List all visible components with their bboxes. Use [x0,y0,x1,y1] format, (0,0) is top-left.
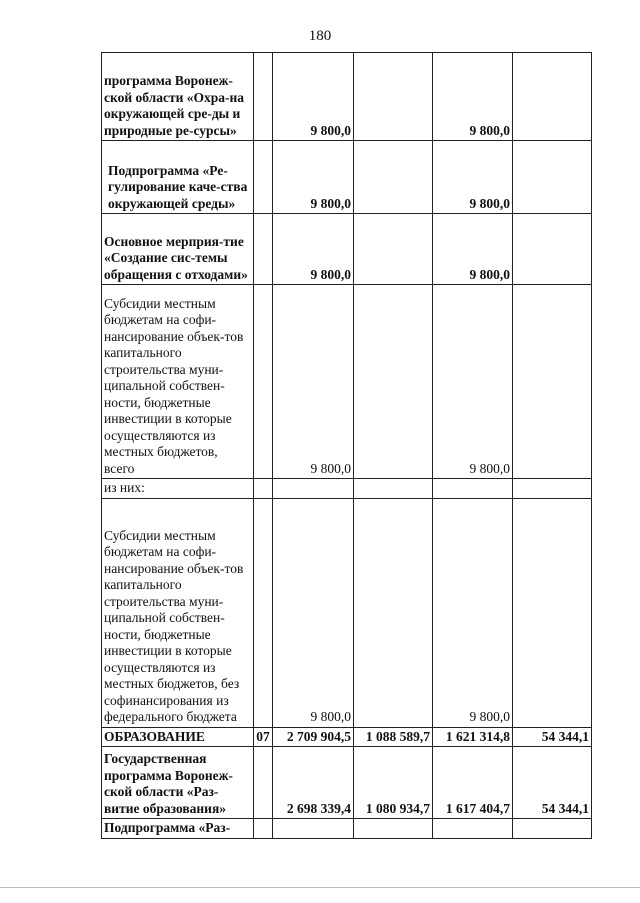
other-cell: 54 344,1 [513,747,592,819]
section-code-cell [254,498,273,727]
page-bottom-rule [0,887,640,888]
other-cell [513,141,592,214]
row-name-cell: Субсидии местным бюджетам на софи-нансирование объек-тов капитального строительства муни-ципальной собствен-ности, бюджетные инвестиции в которые осуществляются из местных бюджетов, без софинансирования из федерального бюджета [102,498,254,727]
row-name-cell: Субсидии местным бюджетам на софи-нансирование объек-тов капитального строительства муни-ципальной собствен-ности, бюджетные инвестиции в которые осуществляются из местных бюджетов, всего [102,285,254,479]
row-name-cell: ОБРАЗОВАНИЕ [102,727,254,747]
regional-cell: 9 800,0 [433,498,513,727]
row-name-cell: из них: [102,479,254,499]
regional-cell: 1 621 314,8 [433,727,513,747]
total-cell [273,479,354,499]
total-cell: 2 709 904,5 [273,727,354,747]
section-code-cell [254,479,273,499]
budget-table [101,52,592,839]
table-row [102,747,592,819]
other-cell [513,214,592,285]
regional-cell: 1 617 404,7 [433,747,513,819]
section-code-cell: 07 [254,727,273,747]
section-code-cell [254,285,273,479]
total-cell [273,819,354,839]
section-code-cell [254,53,273,141]
total-cell: 9 800,0 [273,214,354,285]
other-cell [513,819,592,839]
regional-cell: 9 800,0 [433,141,513,214]
section-code-cell [254,214,273,285]
regional-cell: 9 800,0 [433,53,513,141]
other-cell [513,498,592,727]
row-name-cell: программа Воронеж-ской области «Охра-на окружающей сре-ды и природные ре-сурсы» [102,53,254,141]
federal-cell [354,819,433,839]
table-row [102,498,592,727]
table-row [102,285,592,479]
table-row [102,727,592,747]
row-name-cell: Подпрограмма «Раз- [102,819,254,839]
federal-cell [354,498,433,727]
table-row [102,141,592,214]
regional-cell: 9 800,0 [433,214,513,285]
page-number: 180 [308,28,332,44]
table-row [102,819,592,839]
other-cell [513,53,592,141]
other-cell [513,479,592,499]
total-cell: 9 800,0 [273,498,354,727]
table-row [102,479,592,499]
other-cell: 54 344,1 [513,727,592,747]
table-row [102,214,592,285]
federal-cell: 1 088 589,7 [354,727,433,747]
section-code-cell [254,819,273,839]
federal-cell [354,141,433,214]
total-cell: 9 800,0 [273,285,354,479]
total-cell: 2 698 339,4 [273,747,354,819]
federal-cell [354,479,433,499]
section-code-cell [254,747,273,819]
federal-cell: 1 080 934,7 [354,747,433,819]
row-name-cell: Основное мерприя-тие «Создание сис-темы обращения с отходами» [102,214,254,285]
row-name-cell: Подпрограмма «Ре-гулирование каче-ства окружающей среды» [102,141,254,214]
total-cell: 9 800,0 [273,141,354,214]
federal-cell [354,285,433,479]
regional-cell [433,479,513,499]
regional-cell: 9 800,0 [433,285,513,479]
regional-cell [433,819,513,839]
section-code-cell [254,141,273,214]
federal-cell [354,53,433,141]
table-row [102,53,592,141]
row-name-cell: Государственная программа Воронеж-ской области «Раз-витие образования» [102,747,254,819]
federal-cell [354,214,433,285]
other-cell [513,285,592,479]
total-cell: 9 800,0 [273,53,354,141]
